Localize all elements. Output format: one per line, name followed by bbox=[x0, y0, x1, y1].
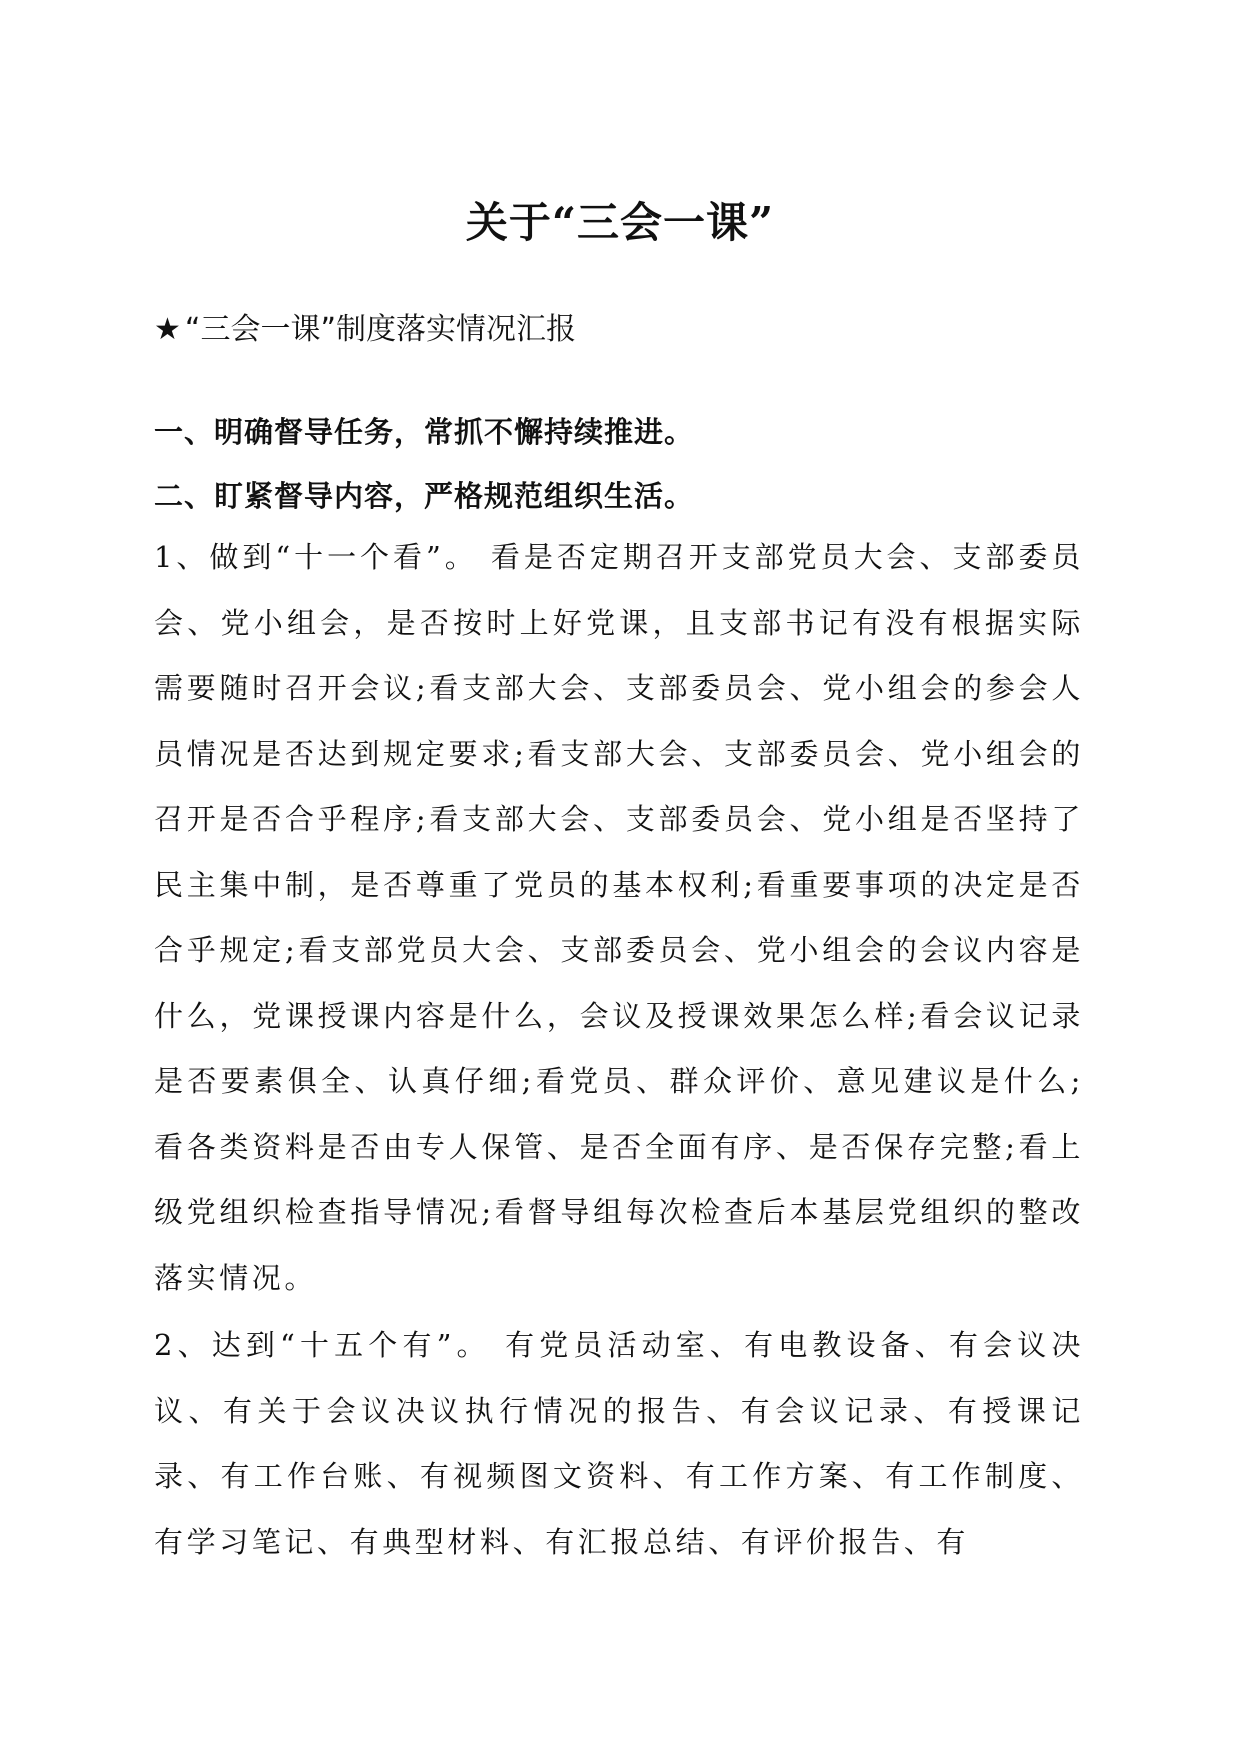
section-heading-2: 二、盯紧督导内容，严格规范组织生活。 bbox=[154, 479, 695, 513]
section-heading-1: 一、明确督导任务，常抓不懈持续推进。 bbox=[154, 415, 695, 449]
paragraph-eleven-checks: 1、做到“十一个看”。 看是否定期召开支部党员大会、支部委员会、党小组会，是否按时上好党课，且支部书记有没有根据实际需要随时召开会议;看支部大会、支部委员会、党小组会的参会人员情况是否达到规定要求;看支部大会、支部委员会、党小组会的召开是否合乎程序;看支部大会、支部委员会、党小组是否坚持了民主集中制，是否尊重了党员的基本权利;看重要事项的决定是否合乎规定;看支部党员大会、支部委员会、党小组会的会议内容是什么，党课授课内容是什么，会议及授课效果怎么样;看会议记录是否要素俱全、认真仔细;看党员、群众评价、意见建议是什么;看各类资料是否由专人保管、是否全面有序、是否保存完整;看上级党组织检查指导情况;看督导组每次检查后本基层党组织的整改落实情况。 bbox=[154, 540, 1084, 1295]
document-title: 关于“三会一课” bbox=[465, 198, 775, 247]
paragraph-fifteen-haves: 2、达到“十五个有”。 有党员活动室、有电教设备、有会议决议、有关于会议决议执行情况的报告、有会议记录、有授课记录、有工作台账、有视频图文资料、有工作方案、有工作制度、有学习笔记、有典型材料、有汇报总结、有评价报告、有 bbox=[154, 1328, 1084, 1559]
document-subtitle bbox=[154, 300, 1094, 360]
star-icon: ★ bbox=[154, 312, 181, 347]
subtitle-text: “三会一课”制度落实情况汇报 bbox=[184, 312, 576, 347]
